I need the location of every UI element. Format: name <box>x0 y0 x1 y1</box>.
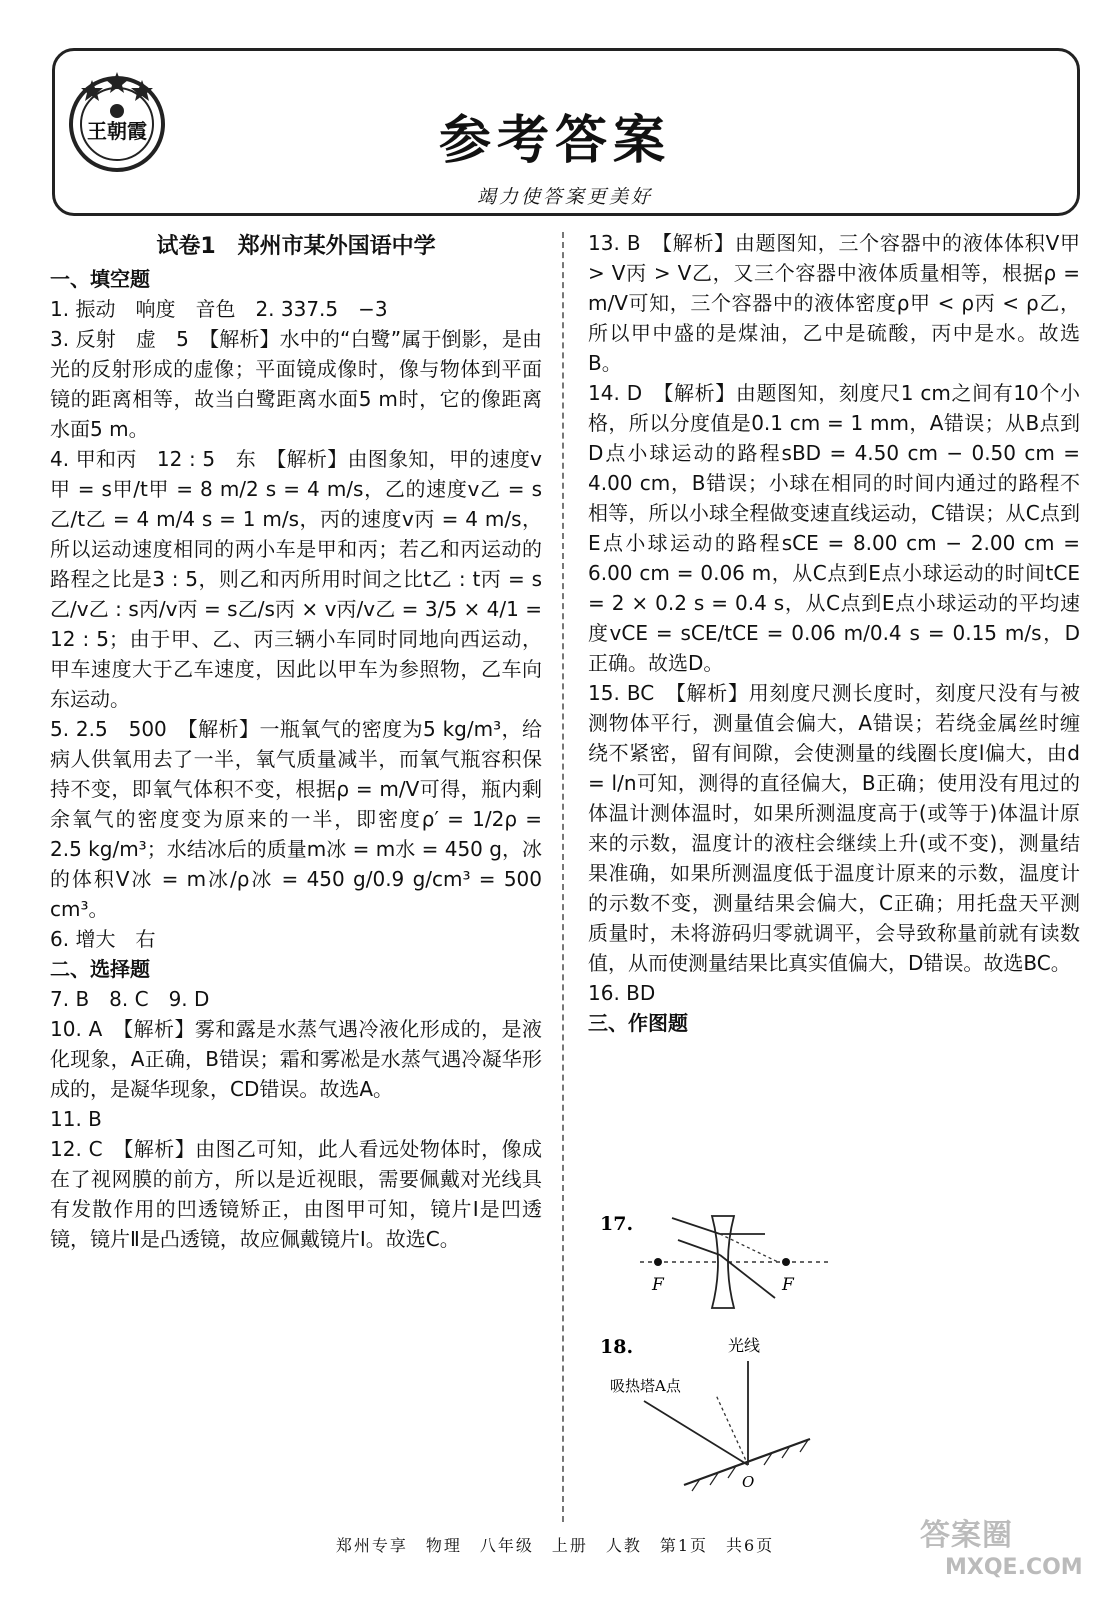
page-title: 参考答案 <box>438 111 671 171</box>
subtitle-bar <box>395 180 735 210</box>
svg-text:O: O <box>742 1473 755 1491</box>
page-footer: 郑州专享 物理 八年级 上册 人教 第1页 共6页 <box>335 1536 775 1555</box>
watermark-logo: 答案圈 <box>920 1518 1013 1553</box>
left-column <box>50 228 542 1254</box>
answer-item: 15. BC 【解析】用刻度尺测长度时，刻度尺没有与被测物体平行，测量值会偏大，A错误；若绕金属丝时缠绕不紧密，留有间隙，会使测量的线圈长度l偏大，由d = l/n可知，测得的直径偏大，B正确；使用没有甩过的体温计测体温时，如果所测温度高于(或等于)体温计原来的示数，温度计的液柱会继续上升(或不变)，测量结果准确，如果所测温度低于温度计原来的示数，温度计的示数不变，测量结果会偏大，C正确；用托盘天平测质量时，未将游码归零就调平，会导致称量前就有读数值，从而使测量结果比真实值偏大，D错误。故选BC。 <box>588 681 1080 975</box>
svg-text:F: F <box>652 1275 664 1295</box>
figure-18-mirror-diagram <box>600 1335 830 1495</box>
answer-item: 7. B 8. C 9. D <box>50 987 210 1011</box>
answer-item: 6. 增大 右 <box>50 927 156 951</box>
svg-text:吸热塔A点: 吸热塔A点 <box>610 1377 681 1395</box>
answer-item: 5. 2.5 500 【解析】一瓶氧气的密度为5 kg/m³，给病人供氧用去了一半，氧气质量减半，而氧气瓶容积保持不变，即氧气体积不变，根据ρ = m/V可得，瓶内剩余氧气的密度变为原来的一半，即密度ρ′ = 1/2ρ = 2.5 kg/m³；水结冰后的质量m冰 = m水 = 450 g，冰的体积V冰 = m冰/ρ冰 = 450 g/0.9 g/cm³ = 500 cm³。 <box>50 717 542 921</box>
section-choice-heading: 二、选择题 <box>50 957 150 981</box>
focal-point-right <box>782 1258 790 1266</box>
answer-item: 16. BD <box>588 981 656 1005</box>
section-drawing-heading: 三、作图题 <box>588 1011 688 1035</box>
svg-text:F: F <box>782 1275 794 1295</box>
section-fill-heading: 一、填空题 <box>50 267 150 291</box>
right-column <box>588 228 1080 1038</box>
figure-17-lens-diagram <box>600 1210 840 1310</box>
figure-17-label: 17. <box>600 1213 634 1235</box>
answer-item: 12. C 【解析】由图乙可知，此人看远处物体时，像成在了视网膜的前方，所以是近视眼，需要佩戴对光线具有发散作用的凹透镜矫正，由图甲可知，镜片Ⅰ是凹透镜，镜片Ⅱ是凸透镜，故应佩戴镜片Ⅰ。故选C。 <box>50 1137 542 1251</box>
answer-item: 11. B <box>50 1107 102 1131</box>
subtitle: 竭力使答案更美好 <box>467 182 663 209</box>
column-divider <box>562 232 564 1522</box>
answer-item: 14. D 【解析】由题图知，刻度尺1 cm之间有10个小格，所以分度值是0.1 cm = 1 mm，A错误；从B点到D点小球运动的路程sBD = 4.50 cm − 0.50 cm = 4.00 cm，B错误；小球在相同的时间内通过的路程不相等，所以小球全程做变速直线运动，C错误；从C点到E点小球运动的路程sCE = 8.00 cm − 2.00 cm = 6.00 cm = 0.06 m，从C点到E点小球运动的时间tCE = 2 × 0.2 s = 0.4 s，从C点到E点小球运动的平均速度vCE = sCE/tCE = 0.06 m/0.4 s = 0.15 m/s，D正确。故选D。 <box>588 381 1080 675</box>
answer-item: 13. B 【解析】由题图知，三个容器中的液体体积V甲 > V丙 > V乙，又三个容器中液体质量相等，根据ρ = m/V可知，三个容器中的液体密度ρ甲 < ρ丙 < ρ乙，所以甲中盛的是煤油，乙中是硫酸，丙中是水。故选B。 <box>588 231 1080 375</box>
paper-title: 试卷1 郑州市某外国语中学 <box>156 234 436 259</box>
answer-item: 1. 振动 响度 音色 2. 337.5 −3 <box>50 297 388 321</box>
svg-text:光线: 光线 <box>728 1336 761 1355</box>
answer-item: 10. A 【解析】雾和露是水蒸气遇冷液化形成的，是液化现象，A正确，B错误；霜和雾凇是水蒸气遇冷凝华形成的，是凝华现象，CD错误。故选A。 <box>50 1017 542 1101</box>
answer-item: 4. 甲和丙 12 : 5 东 【解析】由图象知，甲的速度v甲 = s甲/t甲 = 8 m/2 s = 4 m/s，乙的速度v乙 = s乙/t乙 = 4 m/4 s = 1 m/s，丙的速度v丙 = 4 m/s，所以运动速度相同的两小车是甲和丙；若乙和丙运动的路程之比是3 : 5，则乙和丙所用时间之比t乙 : t丙 = s乙/v乙 : s丙/v丙 = s乙/s丙 × v丙/v乙 = 3/5 × 4/1 = 12 : 5；由于甲、乙、丙三辆小车同时同地向西运动，甲车速度大于乙车速度，因此以甲车为参照物，乙车向东运动。 <box>50 447 542 711</box>
svg-text:王朝霞: 王朝霞 <box>87 119 147 143</box>
figure-18-label: 18. <box>600 1336 634 1358</box>
focal-point-left <box>654 1258 662 1266</box>
answer-item: 3. 反射 虚 5 【解析】水中的“白鹭”属于倒影，是由光的反射形成的虚像；平面镜成像时，像与物体到平面镜的距离相等，故当白鹭距离水面5 m时，它的像距离水面5 m。 <box>50 327 542 441</box>
watermark-url: MXQE.COM <box>945 1555 1083 1580</box>
